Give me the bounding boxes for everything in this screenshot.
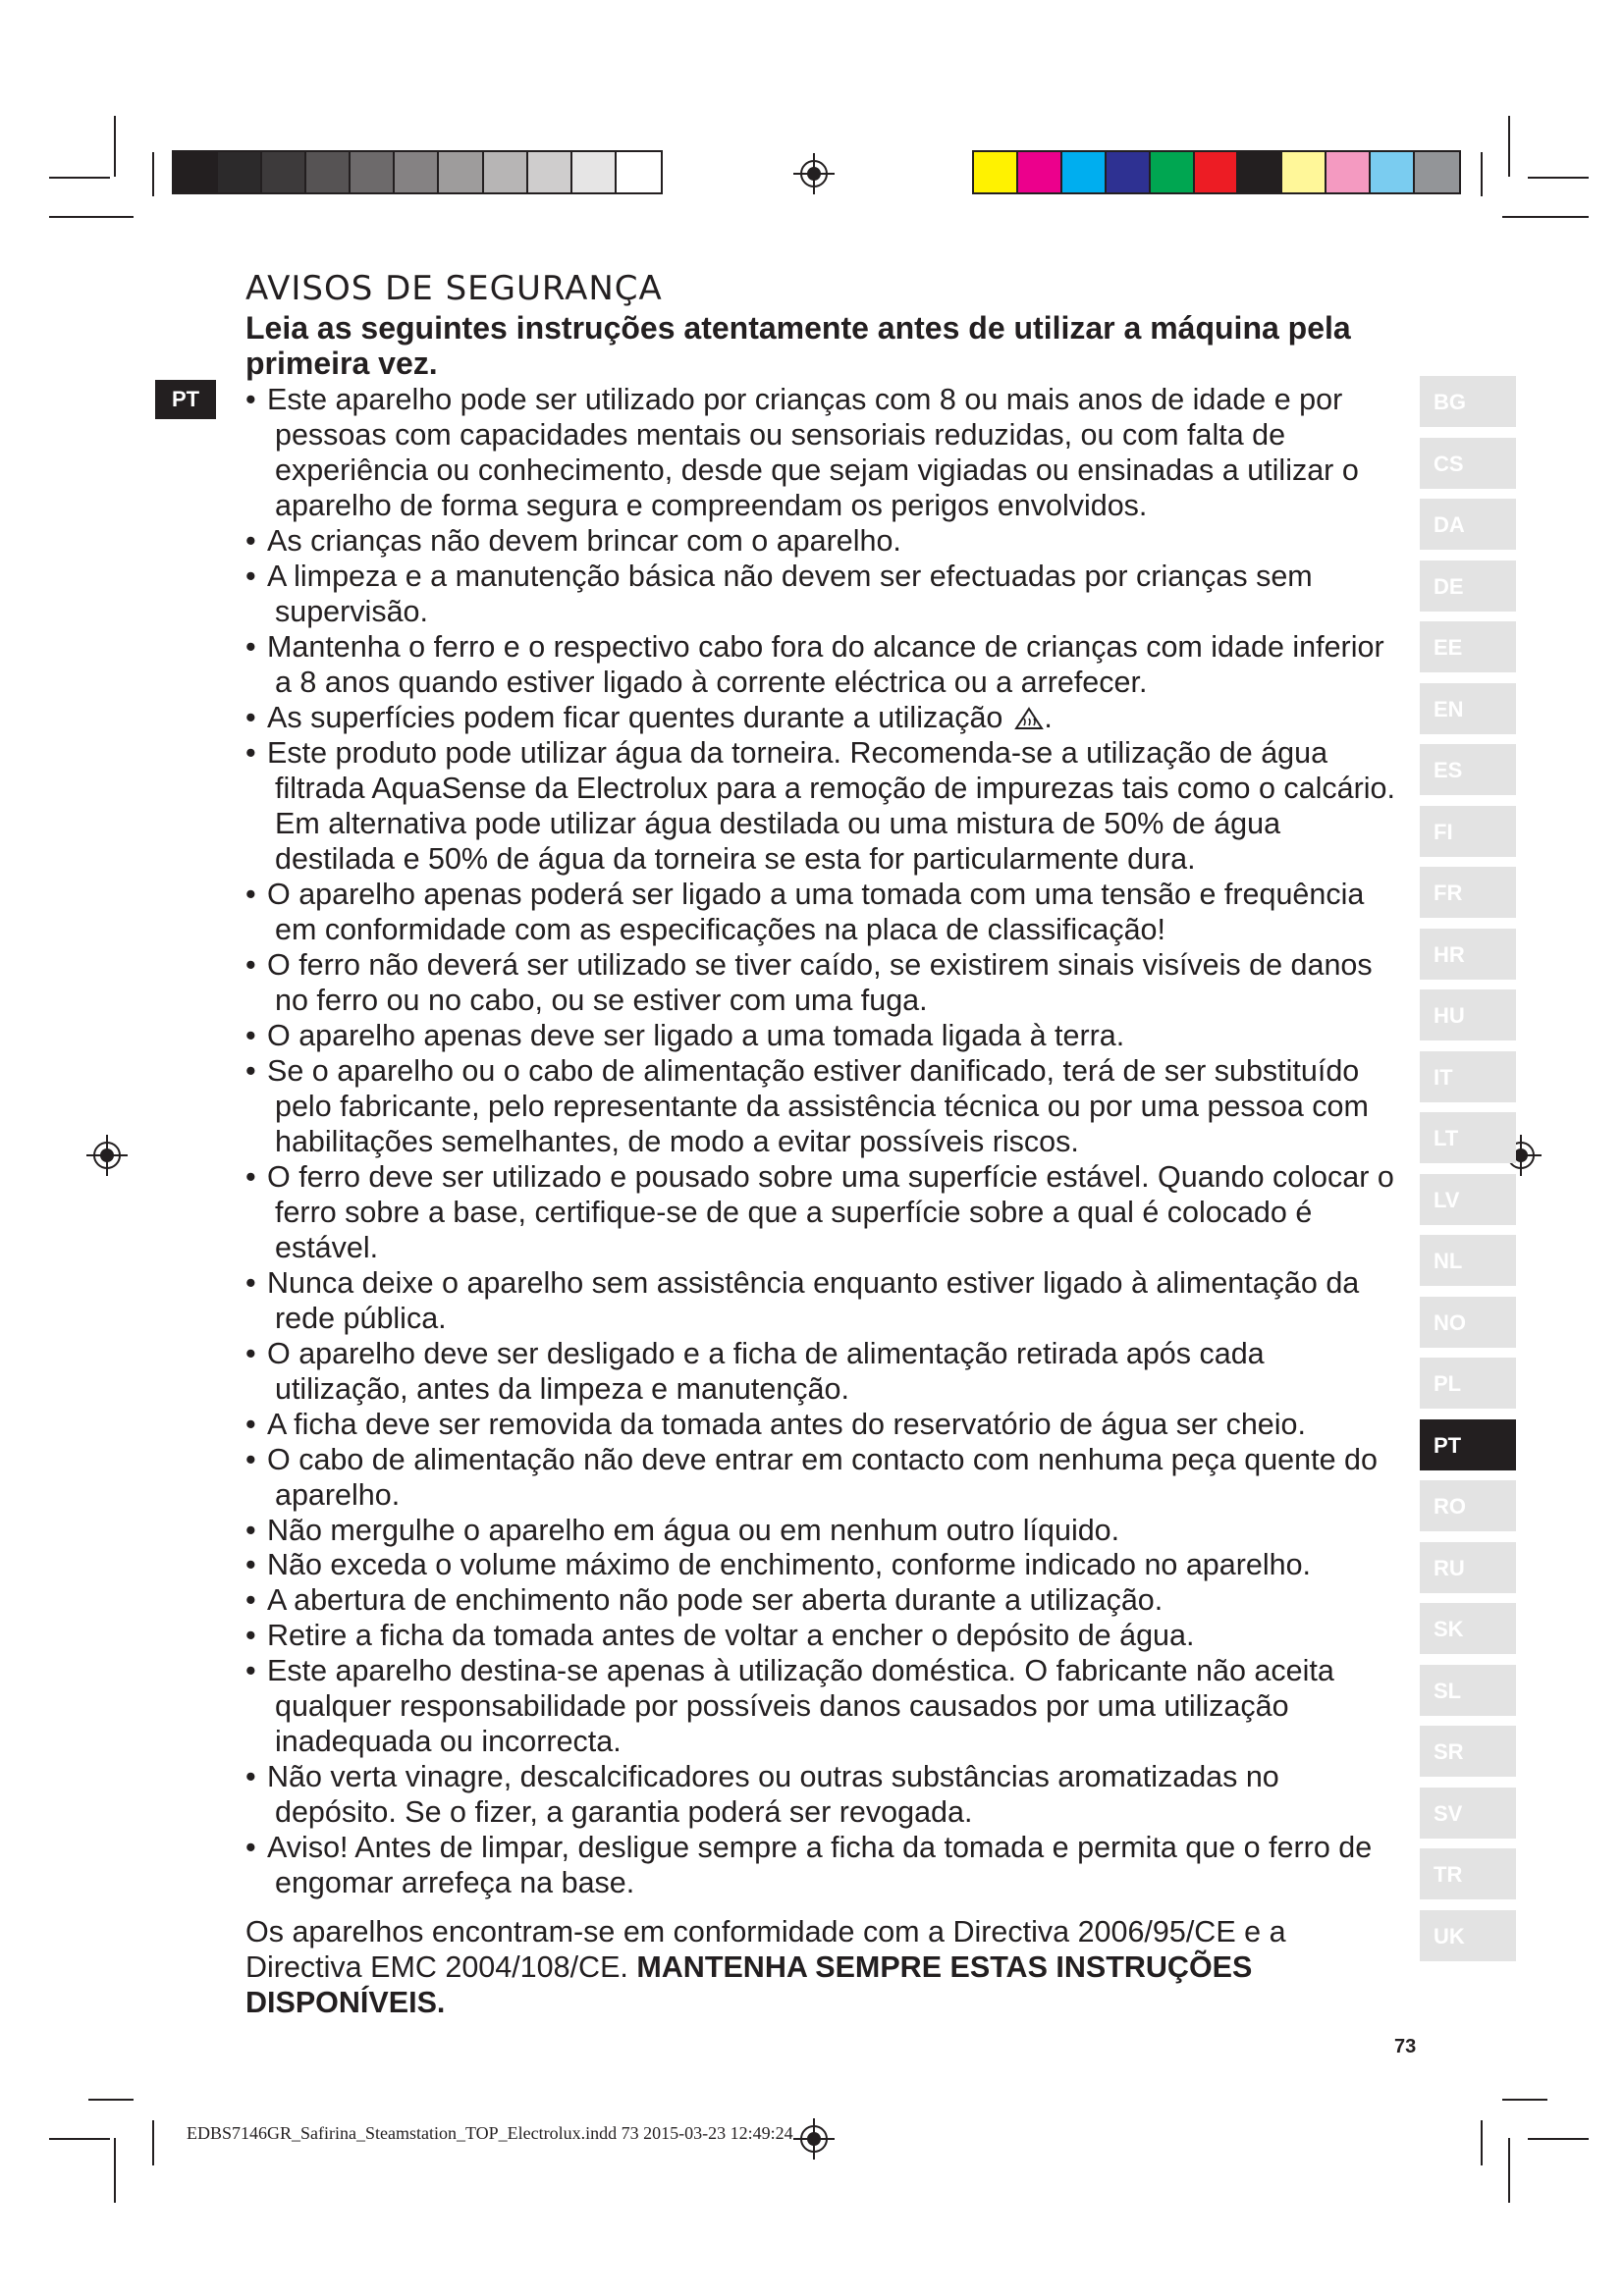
crop-mark — [152, 152, 154, 196]
language-tab-sv[interactable]: SV — [1420, 1788, 1516, 1839]
bullet-icon: • — [245, 877, 256, 911]
warning-text: Este aparelho destina-se apenas à utilização doméstica. O fabricante não aceita qualquer responsabilidade por possíveis danos causados por uma utilização inadequada ou incorrecta. — [267, 1654, 1334, 1759]
warning-item — [245, 1760, 1404, 1831]
warning-text: Este aparelho pode ser utilizado por crianças com 8 ou mais anos de idade e por pessoas com capacidades mentais ou sensoriais reduzidas, ou com falta de experiência ou conhecimento, desde que sejam vigiadas ou ensinadas a utilizar o aparelho de forma segura e compreendam os perigos envolvidos. — [267, 383, 1359, 522]
language-tab-lv[interactable]: LV — [1420, 1174, 1516, 1225]
color-swatch — [262, 152, 306, 192]
warning-text: Retire a ficha da tomada antes de voltar a encher o depósito de água. — [267, 1619, 1195, 1653]
warning-text: O aparelho apenas poderá ser ligado a uma tomada com uma tensão e frequência em conformidade com as especificações na placa de classificação! — [267, 877, 1365, 946]
warning-item — [245, 1266, 1404, 1337]
color-swatch — [1062, 152, 1107, 192]
color-swatch — [1195, 152, 1239, 192]
color-swatch — [351, 152, 395, 192]
hot-surface-warning-icon — [1014, 707, 1044, 730]
warning-text: O aparelho deve ser desligado e a ficha de alimentação retirada após cada utilização, antes da limpeza e manutenção. — [267, 1336, 1265, 1406]
bullet-icon: • — [245, 1336, 256, 1370]
language-tab-no[interactable]: NO — [1420, 1297, 1516, 1348]
language-tab-bg[interactable]: BG — [1420, 376, 1516, 427]
language-tab-de[interactable]: DE — [1420, 561, 1516, 612]
warning-text: Aviso! Antes de limpar, desligue sempre a ficha da tomada e permita que o ferro de engomar arrefeça na base. — [267, 1831, 1373, 1900]
color-swatch — [1151, 152, 1195, 192]
crop-mark — [114, 2138, 116, 2203]
bullet-icon: • — [245, 1548, 256, 1582]
warning-item — [245, 1054, 1404, 1160]
closing-emphasis: MANTENHA SEMPRE ESTAS INSTRUÇÕES DISPONÍVEIS. — [245, 1949, 1253, 2019]
language-tab-es[interactable]: ES — [1420, 744, 1516, 795]
warning-item — [245, 1583, 1404, 1619]
crop-mark — [152, 2120, 154, 2165]
crop-mark — [1481, 152, 1483, 196]
language-tab-cs[interactable]: CS — [1420, 438, 1516, 489]
warning-text: Mantenha o ferro e o respectivo cabo fora do alcance de crianças com idade inferior a 8 anos quando estiver ligado à corrente eléctrica ou a arrefecer. — [267, 629, 1384, 699]
registration-mark — [86, 1135, 128, 1176]
crop-mark — [1502, 216, 1589, 218]
language-tab-en[interactable]: EN — [1420, 683, 1516, 734]
crop-mark — [88, 2099, 134, 2101]
bullet-icon: • — [245, 1619, 256, 1653]
crop-mark — [1481, 2120, 1483, 2165]
warning-text: As crianças não devem brincar com o aparelho. — [267, 523, 901, 558]
warning-text: Não mergulhe o aparelho em água ou em nenhum outro líquido. — [267, 1513, 1120, 1547]
language-tab-ee[interactable]: EE — [1420, 621, 1516, 672]
bullet-icon: • — [245, 1654, 256, 1688]
language-tab-nl[interactable]: NL — [1420, 1235, 1516, 1286]
bullet-icon: • — [245, 559, 256, 593]
color-swatch — [439, 152, 483, 192]
warning-text: Nunca deixe o aparelho sem assistência enquanto estiver ligado à alimentação da rede pública. — [267, 1265, 1360, 1335]
warning-item — [245, 1337, 1404, 1408]
language-tab-fr[interactable]: FR — [1420, 867, 1516, 918]
crop-mark — [114, 116, 116, 177]
color-swatch — [528, 152, 572, 192]
warning-item — [245, 1654, 1404, 1760]
bullet-icon: • — [245, 700, 256, 734]
language-tab-fi[interactable]: FI — [1420, 806, 1516, 857]
language-tab-pt[interactable]: PT — [1420, 1419, 1516, 1470]
bullet-icon: • — [245, 1442, 256, 1476]
warning-text: A abertura de enchimento não pode ser aberta durante a utilização. — [267, 1583, 1164, 1618]
language-tab-sk[interactable]: SK — [1420, 1603, 1516, 1654]
bullet-icon: • — [245, 1018, 256, 1052]
color-swatch — [306, 152, 351, 192]
language-tab-da[interactable]: DA — [1420, 499, 1516, 550]
language-tab-pl[interactable]: PL — [1420, 1358, 1516, 1409]
warning-text: O ferro não deverá ser utilizado se tiver caído, se existirem sinais visíveis de danos no ferro ou no cabo, ou se estiver com uma fuga. — [267, 947, 1373, 1017]
language-tab-it[interactable]: IT — [1420, 1051, 1516, 1102]
bullet-icon: • — [245, 1513, 256, 1547]
sentence-end: . — [1044, 700, 1053, 734]
crop-mark — [1502, 2099, 1547, 2101]
warning-text: Este produto pode utilizar água da torneira. Recomenda-se a utilização de água filtrada AquaSense da Electrolux para a remoção de impurezas tais como o calcário. Em alternativa pode utilizar água destilada ou uma mistura de 50% de água destilada e 50% de água da torneira se esta for particularmente dura. — [267, 735, 1395, 876]
bullet-icon: • — [245, 1831, 256, 1865]
warning-item — [245, 1548, 1404, 1583]
crop-mark — [1508, 2138, 1510, 2203]
language-tab-hr[interactable]: HR — [1420, 929, 1516, 980]
warning-text: Não exceda o volume máximo de enchimento, conforme indicado no aparelho. — [267, 1548, 1312, 1582]
language-tab-ru[interactable]: RU — [1420, 1542, 1516, 1593]
color-swatch — [395, 152, 439, 192]
color-swatch — [174, 152, 218, 192]
warning-item — [245, 383, 1404, 524]
language-tab-hu[interactable]: HU — [1420, 989, 1516, 1041]
warning-item — [245, 1619, 1404, 1654]
color-swatch — [1107, 152, 1151, 192]
warning-text: As superfícies podem ficar quentes durante a utilização — [267, 700, 1003, 734]
crop-mark — [49, 216, 134, 218]
crop-mark — [1508, 116, 1510, 177]
bullet-icon: • — [245, 1407, 256, 1441]
color-swatch — [974, 152, 1018, 192]
crop-mark — [1528, 2138, 1589, 2140]
language-tab-sr[interactable]: SR — [1420, 1726, 1516, 1777]
crop-mark — [49, 2138, 110, 2140]
language-tab-uk[interactable]: UK — [1420, 1910, 1516, 1961]
language-tab-tr[interactable]: TR — [1420, 1848, 1516, 1899]
language-tab-ro[interactable]: RO — [1420, 1480, 1516, 1531]
warning-item — [245, 1160, 1404, 1266]
color-swatch — [218, 152, 262, 192]
bullet-icon: • — [245, 1159, 256, 1194]
bullet-icon: • — [245, 383, 256, 416]
warning-text: Se o aparelho ou o cabo de alimentação estiver danificado, terá de ser substituído pelo fabricante, pelo representante da assistência técnica ou por uma pessoa com habilitações semelhantes, de modo a evitar possíveis riscos. — [267, 1053, 1369, 1158]
warning-text: O cabo de alimentação não deve entrar em contacto com nenhuma peça quente do aparelho. — [267, 1442, 1378, 1512]
closing-text: Os aparelhos encontram-se em conformidade com a Directiva 2006/95/CE e a Directiva EMC 2004/108/CE. — [245, 1915, 1286, 1984]
warning-text: A ficha deve ser removida da tomada antes do reservatório de água ser cheio. — [267, 1407, 1306, 1441]
bullet-icon: • — [245, 1265, 256, 1300]
color-swatch — [1238, 152, 1282, 192]
color-swatch — [617, 152, 661, 192]
warning-item — [245, 701, 1404, 736]
registration-mark — [793, 153, 835, 194]
warning-item — [245, 560, 1404, 630]
crop-mark — [49, 177, 110, 179]
color-swatch — [1282, 152, 1326, 192]
print-slug: EDBS7146GR_Safirina_Steamstation_TOP_Electrolux.indd 73 2015-03-23 12:49:24 — [187, 2123, 793, 2143]
color-swatch — [1326, 152, 1371, 192]
safety-warning-list — [245, 383, 1404, 1901]
warning-text: O ferro deve ser utilizado e pousado sobre uma superfície estável. Quando colocar o ferro sobre a base, certifique-se de que a superfície sobre a qual é colocado é estável. — [267, 1159, 1394, 1264]
warning-item — [245, 878, 1404, 948]
warning-item — [245, 1831, 1404, 1901]
color-swatch — [484, 152, 528, 192]
bullet-icon: • — [245, 1583, 256, 1618]
warning-item — [245, 1019, 1404, 1054]
language-tab-lt[interactable]: LT — [1420, 1112, 1516, 1163]
bullet-icon: • — [245, 523, 256, 558]
warning-item — [245, 1408, 1404, 1443]
warning-item — [245, 948, 1404, 1019]
bullet-icon: • — [245, 947, 256, 982]
warning-item — [245, 1514, 1404, 1549]
warning-item — [245, 524, 1404, 560]
color-swatch — [1371, 152, 1415, 192]
warning-item — [245, 736, 1404, 878]
color-swatch — [1018, 152, 1062, 192]
page-subtitle: Leia as seguintes instruções atentamente antes de utilizar a máquina pela primeira vez. — [245, 310, 1351, 381]
warning-text: A limpeza e a manutenção básica não devem ser efectuadas por crianças sem supervisão. — [267, 559, 1313, 628]
registration-mark — [793, 2118, 835, 2160]
page-title: AVISOS DE SEGURANÇA — [245, 269, 663, 308]
bullet-icon: • — [245, 629, 256, 664]
bullet-icon: • — [245, 735, 256, 770]
bullet-icon: • — [245, 1053, 256, 1088]
side-language-label: PT — [155, 380, 216, 419]
bullet-icon: • — [245, 1760, 256, 1794]
color-bar — [972, 150, 1461, 194]
crop-mark — [1528, 177, 1589, 179]
warning-text: O aparelho apenas deve ser ligado a uma tomada ligada à terra. — [267, 1018, 1125, 1052]
warning-item — [245, 630, 1404, 701]
closing-statement — [245, 1915, 1404, 2021]
page-number: 73 — [1394, 2036, 1417, 2057]
language-tab-sl[interactable]: SL — [1420, 1665, 1516, 1716]
color-swatch — [1415, 152, 1459, 192]
warning-item — [245, 1443, 1404, 1514]
grayscale-bar — [172, 150, 663, 194]
color-swatch — [572, 152, 617, 192]
warning-text: Não verta vinagre, descalcificadores ou outras substâncias aromatizadas no depósito. Se o fizer, a garantia poderá ser revogada. — [267, 1760, 1279, 1830]
